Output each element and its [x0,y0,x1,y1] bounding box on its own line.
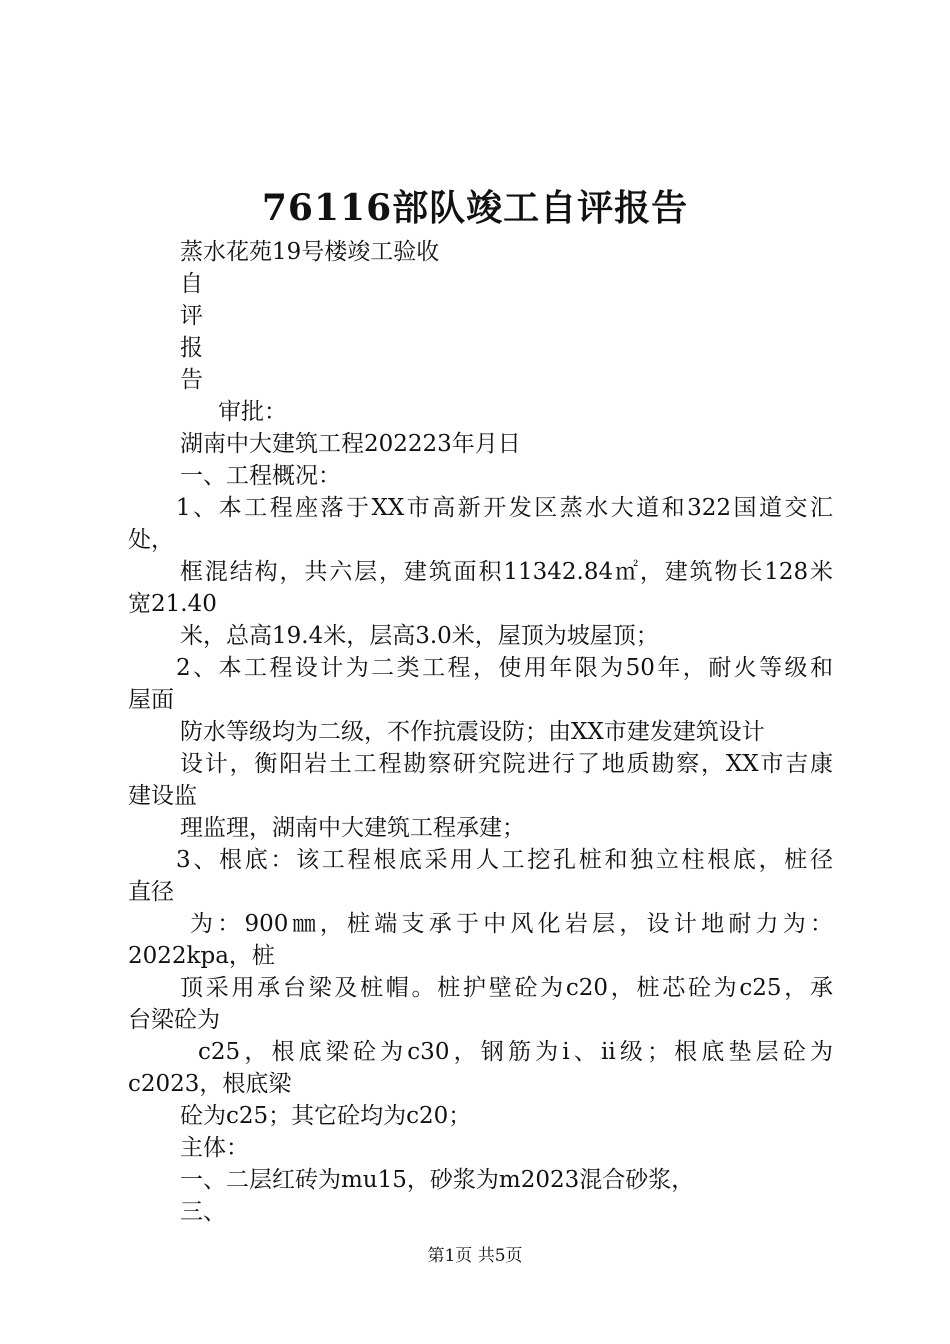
text-line: 框混结构，共六层，建筑面积11342.84㎡，建筑物长128米 [180,559,833,585]
document-body [128,236,833,1228]
text-line: c2023，根底梁 [128,1071,292,1097]
page-footer: 第1页 共5页 [427,1246,523,1266]
text-line: 自 [180,271,203,297]
text-line: 屋面 [128,687,174,713]
text-line: 设计，衡阳岩土工程勘察研究院进行了地质勘察，XX市吉康 [180,751,833,777]
text-line: 处， [128,527,174,553]
text-line: 顶采用承台梁及桩帽。桩护壁砼为c20，桩芯砼为c25，承 [180,975,833,1001]
text-line: 直径 [128,879,174,905]
text-line: 湖南中大建筑工程202223年月日 [180,431,521,457]
text-line: 报 [180,335,203,361]
text-line: 1、本工程座落于XX市高新开发区蒸水大道和322国道交汇 [176,495,833,521]
text-line: 主体： [180,1135,249,1161]
text-line: 为：900㎜，桩端支承于中风化岩层，设计地耐力为： [190,911,833,937]
text-line: 台梁砼为 [128,1007,220,1033]
document-title: 76116部队竣工自评报告 [261,187,689,229]
text-line: 评 [180,303,203,329]
text-line: 米，总高19.4米，层高3.0米，屋顶为坡屋顶； [180,623,659,649]
text-line: 理监理，湖南中大建筑工程承建； [180,815,525,841]
text-line: 一、二层红砖为mu15，砂浆为m2023混合砂浆， [180,1167,695,1193]
text-line: 3、根底：该工程根底采用人工挖孔桩和独立柱根底，桩径 [176,847,833,873]
text-line: 建设监 [128,783,197,809]
text-line: 蒸水花苑19号楼竣工验收 [180,239,440,265]
text-line: c25，根底梁砼为c30，钢筋为i、ii级；根底垫层砼为 [198,1039,833,1065]
text-line: 砼为c25；其它砼均为c20； [180,1103,472,1129]
text-line: 三、 [180,1199,226,1225]
text-line: 2、本工程设计为二类工程，使用年限为50年，耐火等级和 [176,655,833,681]
text-line: 告 [180,367,203,393]
text-line: 防水等级均为二级，不作抗震设防；由XX市建发建筑设计 [180,719,765,745]
text-line: 一、工程概况： [180,463,341,489]
text-line: 宽21.40 [128,591,217,617]
text-line: 2022kpa，桩 [128,943,275,969]
text-line: 审批： [218,399,287,425]
